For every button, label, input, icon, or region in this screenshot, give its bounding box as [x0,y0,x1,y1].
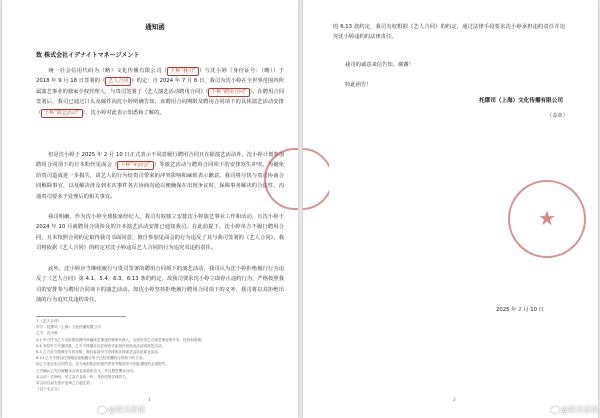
paragraph-2-text: 但是沈小婷于 2025 年 2 月 10 日正式表示不同意履行聘用合同且在除演艺活动外，沈小婷计划参加聘用合同项下的日本粉丝见面会（ [36,152,284,169]
paragraph-2 [36,150,284,202]
paragraph-1-text: 》约定：自 2024 年 7 月 8 日，我司为沈小婷在全世界范围内所属演艺事业的独家全权代理人，与贵司签署了《艺人演艺活动聘用合同》（ [36,78,285,95]
cross-page-seal-left-half [264,148,298,210]
footnote-line: 甲方：托缪司（上海）文化传播有限公司 [36,325,101,330]
weibo-icon [98,407,106,413]
seal-star-icon: ★ [538,206,556,230]
footnote-line: 本合同自双方签字盖章之日起生效。 [36,380,94,385]
footnote-line: 本合同一式两份，甲乙双方各执一份，具有同等法律效力。 [36,374,130,379]
paragraph-1-text: 统一社会信用代码为（略）文化传播有限公司（ [48,68,168,74]
document-title: 通知函 [145,23,165,31]
weibo-icon [551,407,559,413]
paragraph-2-text: ）等演艺活动与聘用合同项下的安排发生冲突。为避免给贵司造成进一步损失，请艺人的行为给贵司带来的冲突影响和麻烦表示歉意。我司将尽快与贵司协商合同解除事宜，以及解决涉及到本次事件各方协商沟通以便确保在出现争议时，保障事务解决的合法性，沟通贵司要多于处理后的相关事宜。 [36,162,284,200]
defined-term-box: 下称“演艺活动” [41,109,82,118]
footnote-line: 乙方：沈小婷 [36,331,58,336]
paragraph-4-text: 此外，沈小婷应当继续履行与贵司签署的聘用合同项下的演艺活动，我司认为沈小婷拒绝履行行为违反了《艺人合同》第 4.1、5.4、6.3、6.13 条的约定，故我司要求沈小婷立即停止违约行为，严格按照我司的安排参与聘用合同项下的演艺活动。如沈小婷坚持拒绝履行聘用合同项下的义务，我司将以其拒绝出演的行为追究其违约责任。 [36,266,284,304]
footnote-line: 乙方确认已充分理解本合同各条款的含义，并自愿签署本合同。 [36,368,137,373]
footnote-line: 5.4 未经甲方书面同意，乙方不得擅自以任何形式参加任何商业活动或演艺活动。 [36,343,166,348]
seal-ring [264,148,298,210]
footnote-line: 4.1 甲方作为乙方全世界范围内所属演艺事业的独家代理人，全权负责乙方演艺事业的开发、经营和管理。 [36,337,205,342]
cross-page-seal-right-half [303,148,329,210]
closing-line: 我司的诚意来信告知，谢谢！ [345,62,414,68]
paragraph-3 [36,212,284,254]
document-page-2 [303,0,598,418]
defined-term-box: 下称“见面会” [117,161,153,170]
footnote-line: 6.13 乙方不得以任何理由拒绝履行甲方已经签署的合同项下的义务。 [36,356,146,361]
addressee: 致 株式会社イデナイトマネージメント [36,52,140,59]
company-seal [508,180,586,258]
paragraph-3-text: 我司明确，作为沈小婷全球独家经纪人，我司有权独立安排沈小婷演艺事业工作和活动，且沈小婷于 2024 年 10 月就聘用合同涉及的日本演艺活动安排已通知我司。在此前提下，沈小婷单方不履行聘用合同，且未按照合同约定取得我司书面同意，擅自参加见面会的行为违反了其与我司签署的《艺人合同》。我司将依据《艺人合同》的约定对沈小婷违反艺人合同的行为追究其违约责任。 [36,214,284,252]
defined-term-box: 艺人合同 [105,77,131,86]
signature-date [496,305,544,313]
watermark [98,404,146,415]
continuation-paragraph [333,22,565,43]
page-number: 2 [453,398,456,403]
date-prefix: 2025 年 [496,307,519,313]
defined-term-box: 下称“聘用合同” [208,88,249,97]
paragraph-1 [36,66,284,118]
seal-mark: （盖章） [547,113,568,119]
document-page-1 [2,0,298,418]
continuation-text: 的 6.13 款约定，我司有权根据《艺人合同》的约定，通过法律手段要求沈小婷承担违约责任并追究沈小婷违约的法律责任。 [333,24,565,41]
paragraph-1-text: ）与沈小婷（身份证号：（略））于 2018 年 9 月 18 日签署的《 [36,68,284,85]
paragraph-1-text: ），沈小婷对此表示知悉和了解的。 [82,109,165,116]
paragraph-4 [36,264,284,306]
footnote-line: 如乙方违反本合同约定，应当承担相应的违约责任并赔偿甲方因此遭受的全部损失。 [36,362,169,367]
footnote-line: （以下无正文） [36,387,62,392]
watermark-text: @娱乐新报 [108,405,146,414]
page-number: 1 [148,398,151,403]
signature-company: 托缪司（上海）文化传播有限公司 [479,98,563,104]
footnote-list [36,318,288,392]
watermark-text: @娱乐新报 [561,405,598,414]
date-suffix: 月 10 日 [521,307,544,313]
defined-term-box: 下称“我司” [167,67,198,76]
watermark [551,404,598,415]
closing-line-2: 特此函告！ [345,82,372,88]
date-handwritten-month: 2 [518,307,522,313]
footnote-line: 1 《艺人合同》 [36,319,61,323]
seal-ring [303,148,329,210]
footnote-line: 6.3 乙方应当按照甲方的安排，准时参加甲方安排的各项演艺活动及商业活动。 [36,349,162,354]
paragraph-1-text: ）。在聘用合同签署后，我司已通过口头及邮件向沈小婷明确告知，该聘用合同期限及聘用合同项下的具体演艺活动安排（ [36,88,284,116]
footnote-divider [36,316,126,317]
